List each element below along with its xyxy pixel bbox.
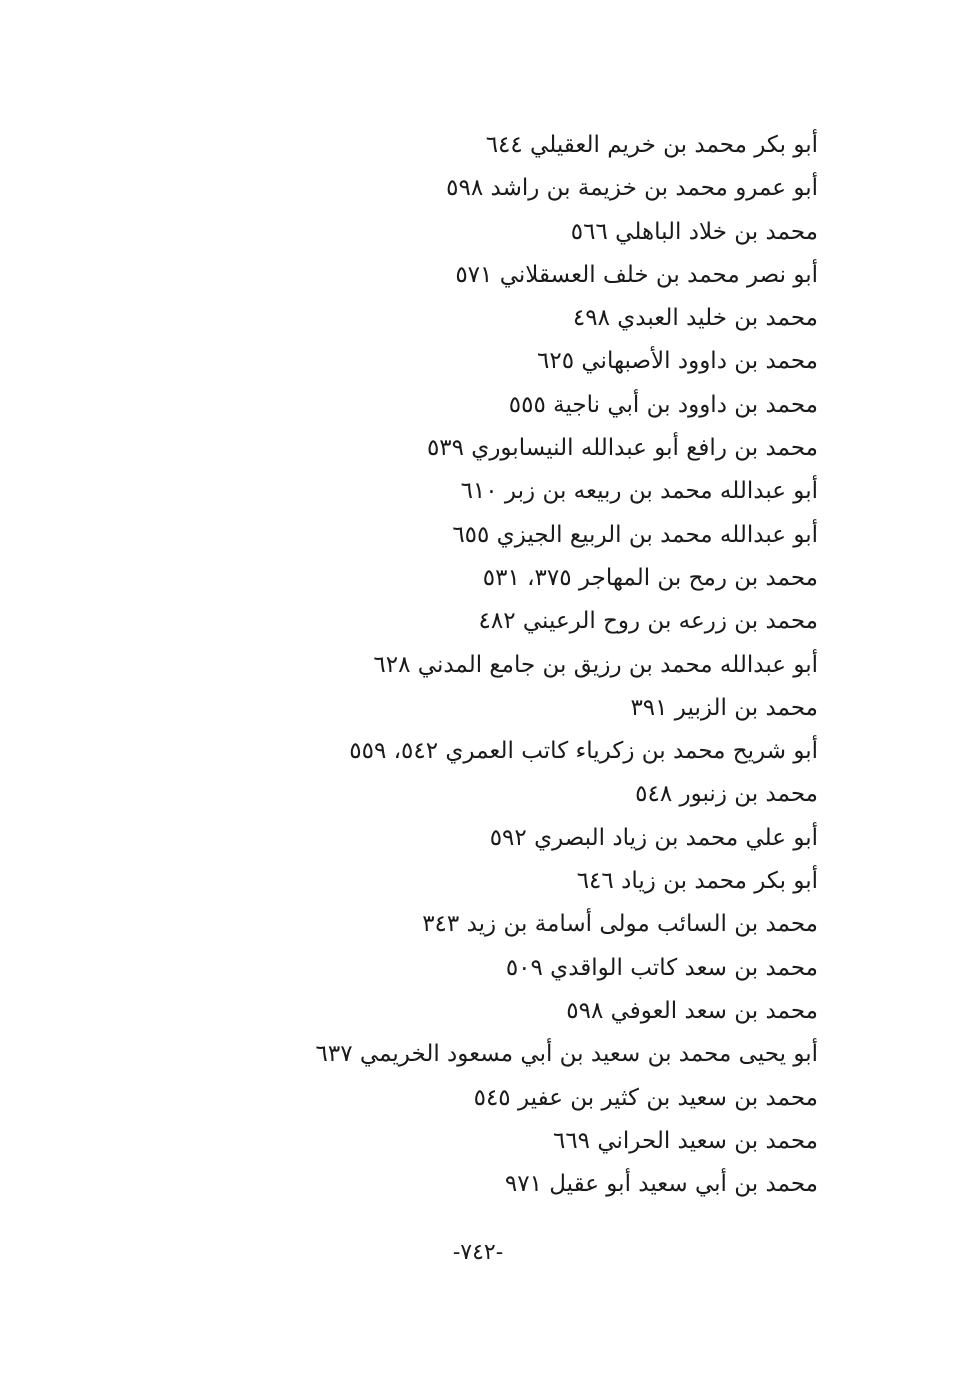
index-entry: أبو علي محمد بن زياد البصري ٥٩٢: [489, 824, 818, 851]
index-entry: محمد بن داوود الأصبهاني ٦٢٥: [537, 348, 818, 375]
index-entry: أبو بكر محمد بن خريم العقيلي ٦٤٤: [485, 132, 818, 158]
index-entries-list: [218, 124, 818, 1206]
index-entry: محمد بن زرعه بن روح الرعيني ٤٨٢: [478, 608, 818, 635]
index-entry: أبو شريح محمد بن زكرياء كاتب العمري ٥٤٢، ٥٥٩: [349, 738, 818, 765]
index-entry: محمد بن زنبور ٥٤٨: [635, 781, 818, 808]
index-entry: أبو عمرو محمد بن خزيمة بن راشد ٥٩٨: [446, 175, 818, 202]
index-entry: أبو نصر محمد بن خلف العسقلاني ٥٧١: [455, 261, 818, 288]
index-entry: محمد بن خليد العبدي ٤٩٨: [572, 305, 818, 332]
index-entry: محمد بن السائب مولى أسامة بن زيد ٣٤٣: [422, 911, 818, 938]
index-entry: محمد بن الزبير ٣٩١: [630, 694, 818, 721]
index-entry: محمد بن رمح بن المهاجر ٣٧٥، ٥٣١: [482, 564, 818, 591]
index-entry: أبو يحيى محمد بن سعيد بن أبي مسعود الخريمي ٦٣٧: [315, 1041, 818, 1068]
index-entry: محمد بن أبي سعيد أبو عقيل ٩٧١: [504, 1171, 818, 1198]
index-entry: محمد بن رافع أبو عبدالله النيسابوري ٥٣٩: [426, 435, 818, 462]
index-entry: أبو عبدالله محمد بن الربيع الجيزي ٦٥٥: [452, 521, 818, 548]
index-entry: أبو بكر محمد بن زياد ٦٤٦: [576, 868, 818, 895]
page-number: -٧٤٢-: [452, 1240, 504, 1265]
index-entry: محمد بن خلاد الباهلي ٥٦٦: [570, 218, 818, 245]
index-entry: أبو عبدالله محمد بن رزيق بن جامع المدني ٦٢٨: [373, 651, 818, 678]
index-entry: محمد بن سعيد بن كثير بن عفير ٥٤٥: [473, 1084, 818, 1111]
index-entry: محمد بن داوود بن أبي ناجية ٥٥٥: [508, 391, 818, 418]
index-entry: محمد بن سعيد الحراني ٦٦٩: [552, 1127, 818, 1154]
index-entry: أبو عبدالله محمد بن ربيعه بن زبر ٦١٠: [460, 478, 818, 505]
index-entry: محمد بن سعد كاتب الواقدي ٥٠٩: [505, 954, 818, 981]
index-entry: محمد بن سعد العوفي ٥٩٨: [566, 997, 818, 1024]
